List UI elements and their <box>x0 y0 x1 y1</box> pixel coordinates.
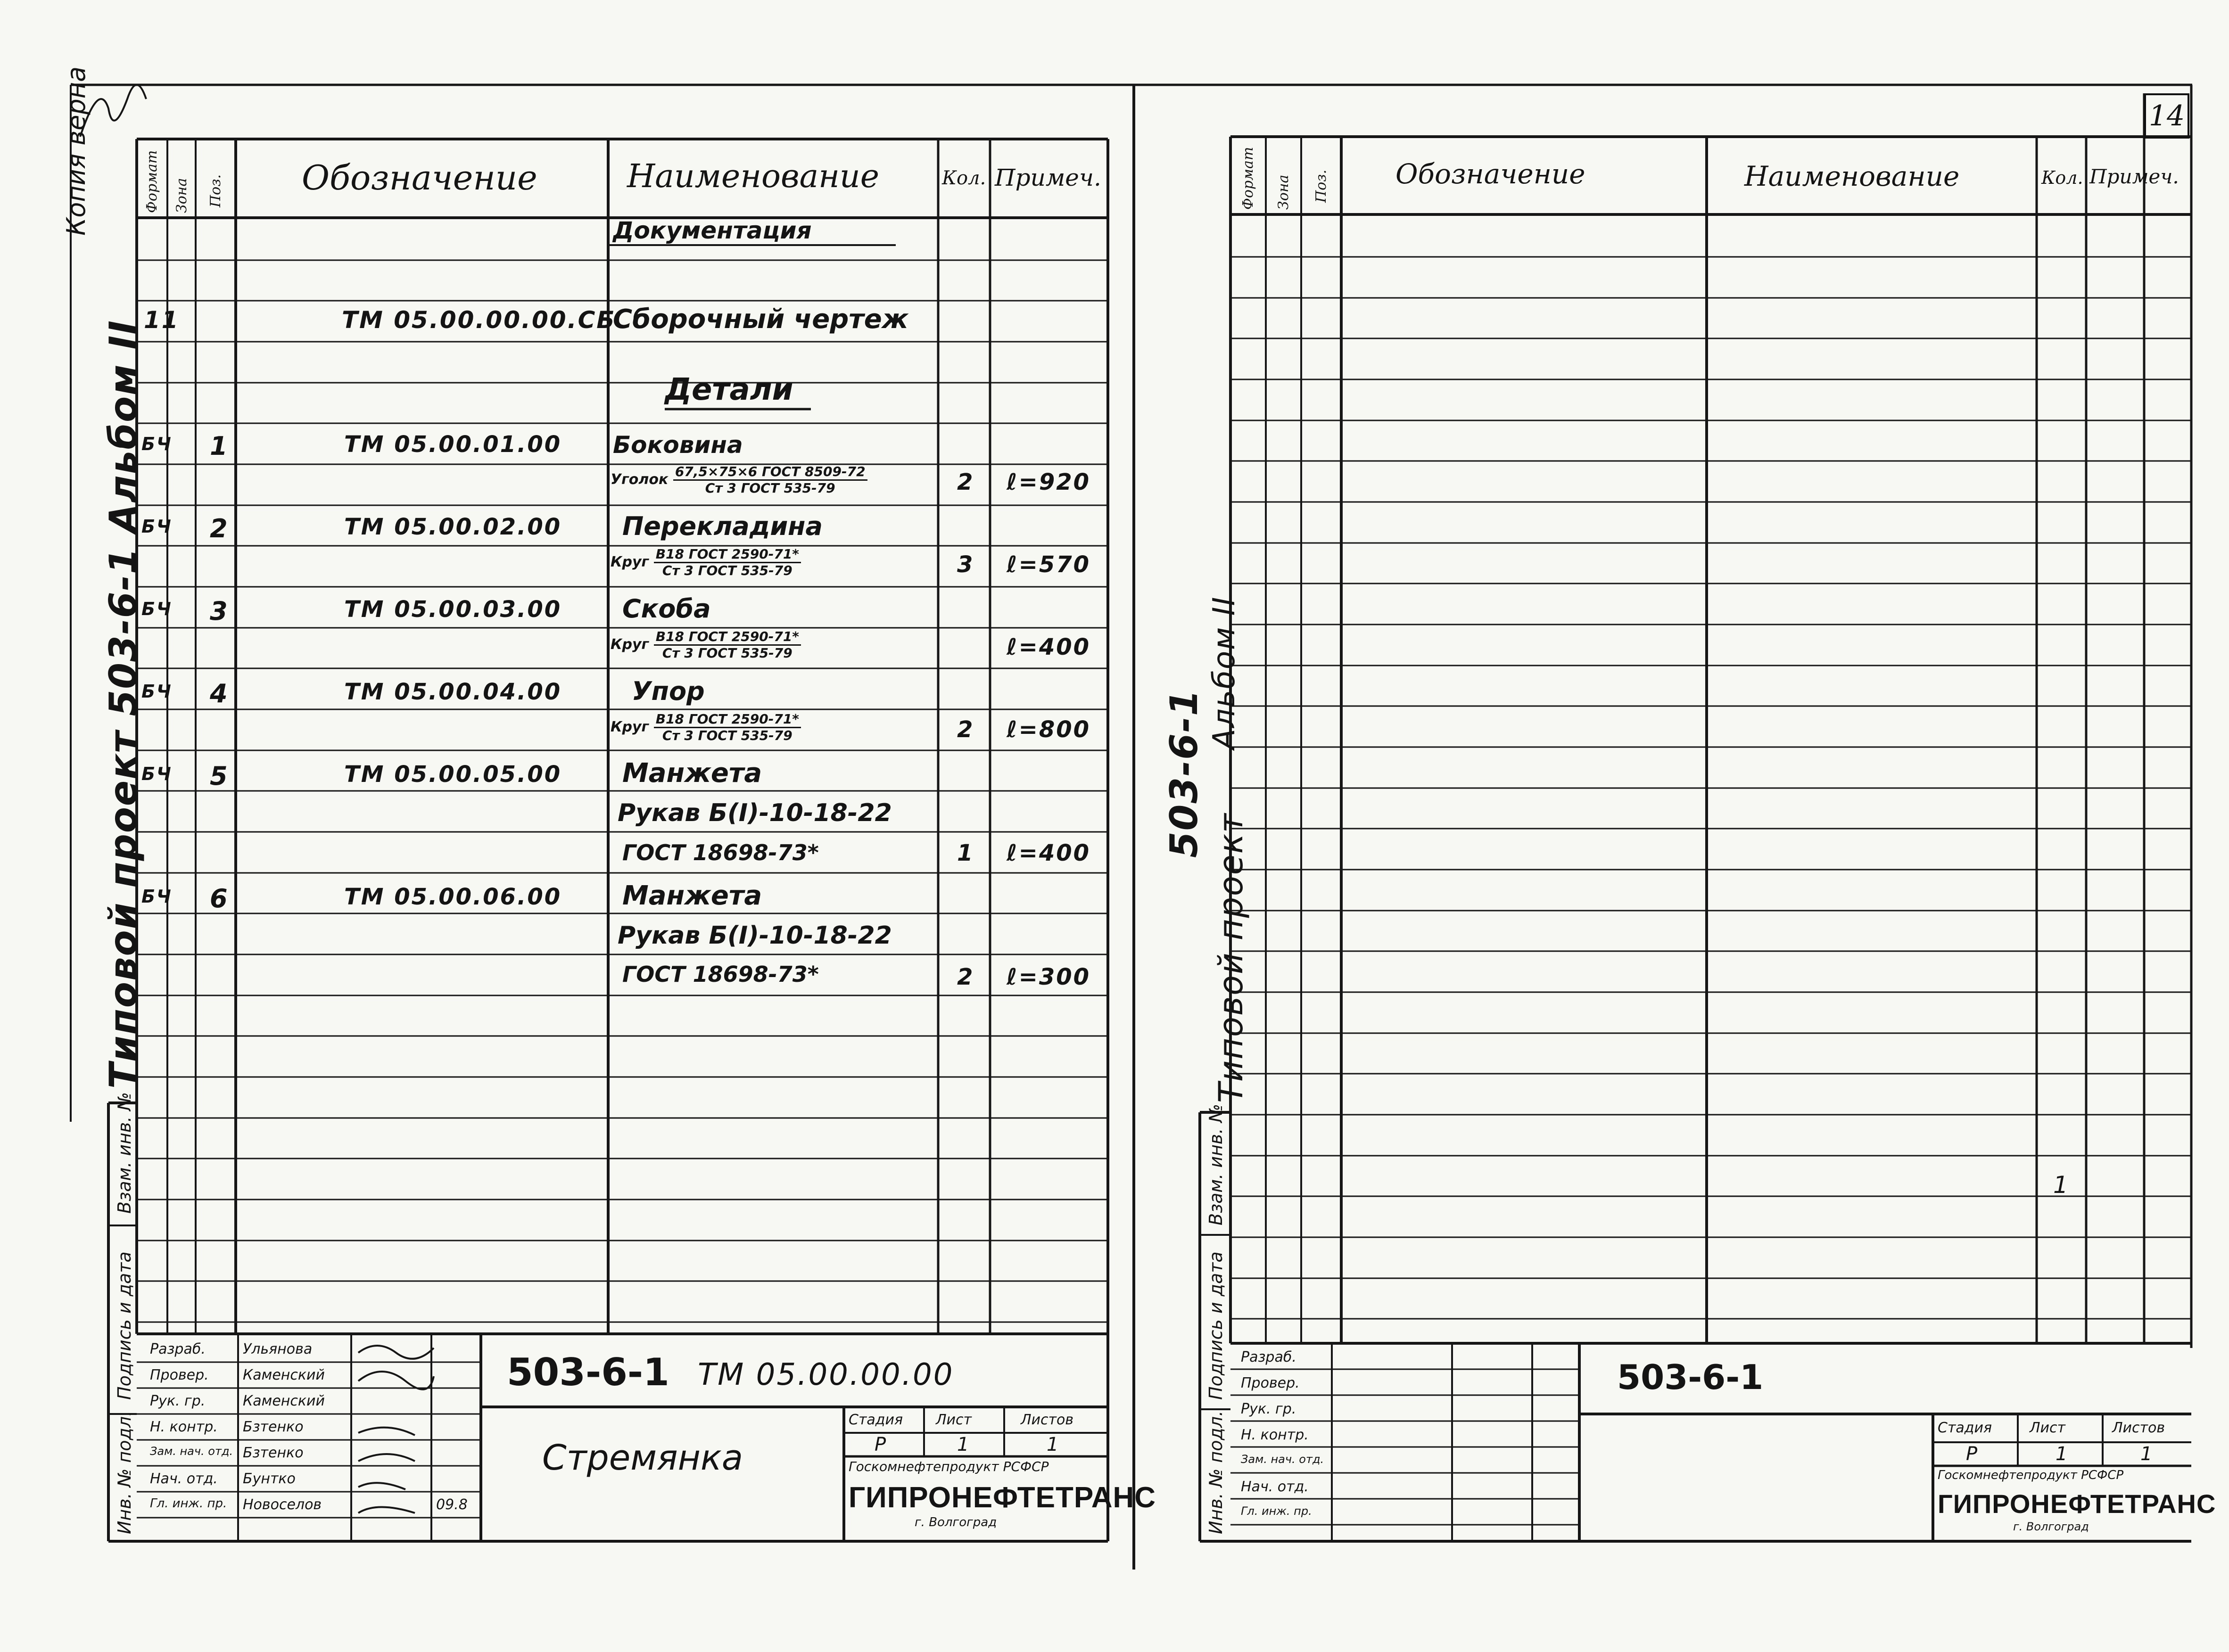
r5-material-top: В18 ГОСТ 2590-71* <box>654 712 801 728</box>
section-details: Детали <box>665 372 793 407</box>
r-tb-role-developer: Разраб. <box>1241 1349 1296 1365</box>
r-tb-role-deputy-head: Зам. нач. отд. <box>1241 1453 1324 1466</box>
tb-name-dept-head: Бунтко <box>243 1471 296 1487</box>
r2-material <box>611 464 867 496</box>
tb-stage-label: Стадия <box>849 1412 903 1428</box>
r5-format: БЧ <box>141 681 173 702</box>
tb-name-checker: Каменский <box>243 1367 325 1383</box>
hdr-designation: Обозначение <box>302 158 537 197</box>
tb-role-chief-engineer: Гл. инж. пр. <box>150 1496 227 1511</box>
r-tb-project-code: 503-6-1 <box>1617 1357 1764 1397</box>
r2-material-prefix: Уголок <box>611 471 669 488</box>
tb-role-deputy-head: Зам. нач. отд. <box>150 1445 233 1458</box>
r3-material-fraction <box>654 547 801 578</box>
tb-name-norm-control: Бзтенко <box>243 1419 304 1435</box>
tb-role-group-head: Рук. гр. <box>150 1393 206 1409</box>
r3-designation: ТМ 05.00.02.00 <box>344 514 562 540</box>
r6-designation: ТМ 05.00.05.00 <box>344 761 562 788</box>
hdr-pos: Поз. <box>207 174 224 207</box>
r5-pos: 4 <box>210 679 229 708</box>
right-sign-date: Подпись и дата <box>1205 1251 1226 1400</box>
tb-sheet-label: Лист <box>936 1412 972 1428</box>
r2-designation: ТМ 05.00.01.00 <box>344 431 562 458</box>
tb-sheet: 1 <box>957 1434 969 1455</box>
r2-material-fraction <box>673 464 867 496</box>
r-hdr-designation: Обозначение <box>1395 158 1585 190</box>
tb-date-chief-engineer: 09.8 <box>436 1496 468 1513</box>
r5-name: Упор <box>632 676 705 706</box>
r-tb-sheets-label: Листов <box>2112 1420 2165 1436</box>
r-tb-role-chief-engineer: Гл. инж. пр. <box>1241 1504 1312 1518</box>
tb-project-code: 503-6-1 <box>507 1350 669 1394</box>
left-swap-inv: Взам. инв. № <box>114 1092 135 1214</box>
r7-standard: ГОСТ 18698-73* <box>622 962 819 987</box>
r4-pos: 3 <box>210 596 229 626</box>
r6-hose: Рукав Б(I)-10-18-22 <box>618 799 892 827</box>
r-tb-sheet-label: Лист <box>2030 1420 2066 1436</box>
r-mark-qty: 1 <box>2053 1171 2068 1199</box>
r5-qty: 2 <box>957 716 974 743</box>
r4-note: ℓ=400 <box>1007 634 1091 660</box>
r6-format: БЧ <box>141 764 173 784</box>
r3-material-top: В18 ГОСТ 2590-71* <box>654 547 801 563</box>
r3-format: БЧ <box>141 516 173 537</box>
r7-qty: 2 <box>957 964 974 990</box>
r5-material <box>611 712 801 743</box>
r3-qty: 3 <box>957 551 974 578</box>
r6-standard: ГОСТ 18698-73* <box>622 840 819 865</box>
r7-designation: ТМ 05.00.06.00 <box>344 884 562 910</box>
r5-note: ℓ=800 <box>1007 716 1091 743</box>
r1-designation: ТМ 05.00.00.00.СБ <box>342 306 616 334</box>
tb-city: г. Волгоград <box>915 1515 997 1529</box>
left-sign-date: Подпись и дата <box>114 1251 135 1400</box>
r7-name: Манжета <box>622 880 762 911</box>
hdr-qty: Кол. <box>942 167 986 189</box>
tb-stage: Р <box>875 1434 886 1455</box>
right-swap-inv: Взам. инв. № <box>1205 1103 1226 1225</box>
r6-name: Манжета <box>622 758 762 789</box>
r2-pos: 1 <box>210 431 229 461</box>
r-tb-organization: ГИПРОНЕФТЕТРАНС <box>1938 1489 2216 1519</box>
r4-designation: ТМ 05.00.03.00 <box>344 596 562 623</box>
r4-material <box>611 629 801 661</box>
hdr-note: Примеч. <box>995 164 1101 191</box>
right-inv-no: Инв. № подл. <box>1205 1410 1226 1534</box>
r3-note: ℓ=570 <box>1007 551 1091 578</box>
r4-name: Скоба <box>622 594 711 624</box>
r-tb-role-checker: Провер. <box>1241 1375 1300 1391</box>
tb-name-chief-engineer: Новоселов <box>243 1496 322 1513</box>
r5-designation: ТМ 05.00.04.00 <box>344 679 562 705</box>
r2-note: ℓ=920 <box>1007 469 1091 495</box>
left-project-label: Типовой проект 503-6-1 Альбом II <box>101 320 145 1089</box>
r-tb-sheets: 1 <box>2140 1443 2153 1465</box>
r4-format: БЧ <box>141 599 173 619</box>
r1-name: Сборочный чертеж <box>613 304 908 335</box>
r6-qty: 1 <box>957 840 974 866</box>
hdr-name: Наименование <box>627 158 879 195</box>
r2-qty: 2 <box>957 469 974 495</box>
r7-format: БЧ <box>141 886 173 907</box>
r5-material-prefix: Круг <box>611 719 649 735</box>
tb-ministry: Госкомнефтепродукт РСФСР <box>849 1459 1049 1474</box>
tb-role-dept-head: Нач. отд. <box>150 1471 218 1487</box>
r-tb-role-group-head: Рук. гр. <box>1241 1401 1296 1417</box>
r7-note: ℓ=300 <box>1007 964 1091 990</box>
r4-material-top: В18 ГОСТ 2590-71* <box>654 629 801 646</box>
r-tb-role-norm-control: Н. контр. <box>1241 1427 1309 1443</box>
r2-material-bottom: Ст 3 ГОСТ 535-79 <box>705 480 835 496</box>
tb-sheets-label: Листов <box>1021 1412 1074 1428</box>
r7-hose: Рукав Б(I)-10-18-22 <box>618 921 892 950</box>
r5-material-fraction <box>654 712 801 743</box>
r2-format: БЧ <box>141 434 173 454</box>
r-tb-stage: Р <box>1966 1443 1978 1465</box>
r-hdr-format: Формат <box>1240 147 1256 210</box>
tb-name-developer: Ульянова <box>243 1341 313 1357</box>
r2-material-top: 67,5×75×6 ГОСТ 8509-72 <box>673 464 867 481</box>
tb-role-developer: Разраб. <box>150 1341 206 1357</box>
tb-role-checker: Провер. <box>150 1367 209 1383</box>
right-project-type: Типовой проект <box>1212 813 1250 1103</box>
r-hdr-note: Примеч. <box>2089 165 2179 188</box>
r7-pos: 6 <box>210 884 229 913</box>
page-number: 14 <box>2144 93 2189 139</box>
hdr-zone: Зона <box>173 178 190 213</box>
r4-material-prefix: Круг <box>611 636 649 653</box>
r-tb-stage-label: Стадия <box>1938 1420 1992 1436</box>
hdr-format: Формат <box>144 150 160 213</box>
r-hdr-zone: Зона <box>1275 174 1292 210</box>
r3-material <box>611 547 801 578</box>
r-tb-sheet: 1 <box>2056 1443 2068 1465</box>
tb-name-group-head: Каменский <box>243 1393 325 1409</box>
left-inv-no: Инв. № подл. <box>114 1410 135 1534</box>
r6-pos: 5 <box>210 761 229 791</box>
r1-format: 11 <box>144 306 180 334</box>
tb-designation: ТМ 05.00.00.00 <box>698 1357 954 1392</box>
r6-note: ℓ=400 <box>1007 840 1091 866</box>
right-project-code: 503-6-1 <box>1162 689 1206 858</box>
tb-name-deputy-head: Бзтенко <box>243 1445 304 1461</box>
tb-organization: ГИПРОНЕФТЕТРАНС <box>849 1481 1156 1514</box>
tb-sheets: 1 <box>1047 1434 1059 1455</box>
r-tb-role-dept-head: Нач. отд. <box>1241 1479 1309 1495</box>
r-tb-city: г. Волгоград <box>2013 1520 2089 1533</box>
r4-material-bottom: Ст 3 ГОСТ 535-79 <box>662 645 793 661</box>
right-project-album: Альбом II <box>1207 596 1242 749</box>
copy-mark: Копия верна <box>61 66 91 236</box>
section-documentation: Документация <box>613 217 812 244</box>
r-hdr-qty: Кол. <box>2041 167 2083 188</box>
r5-material-bottom: Ст 3 ГОСТ 535-79 <box>662 728 793 743</box>
r3-material-bottom: Ст 3 ГОСТ 535-79 <box>662 563 793 578</box>
r-hdr-name: Наименование <box>1744 160 1960 192</box>
tb-role-norm-control: Н. контр. <box>150 1419 218 1435</box>
r-tb-ministry: Госкомнефтепродукт РСФСР <box>1938 1468 2124 1482</box>
r3-name: Перекладина <box>622 511 823 541</box>
r4-material-fraction <box>654 629 801 661</box>
r-hdr-pos: Поз. <box>1313 169 1329 203</box>
tb-title: Стремянка <box>542 1438 743 1478</box>
r3-material-prefix: Круг <box>611 554 649 570</box>
r2-name: Боковина <box>613 431 743 459</box>
r3-pos: 2 <box>210 514 229 543</box>
